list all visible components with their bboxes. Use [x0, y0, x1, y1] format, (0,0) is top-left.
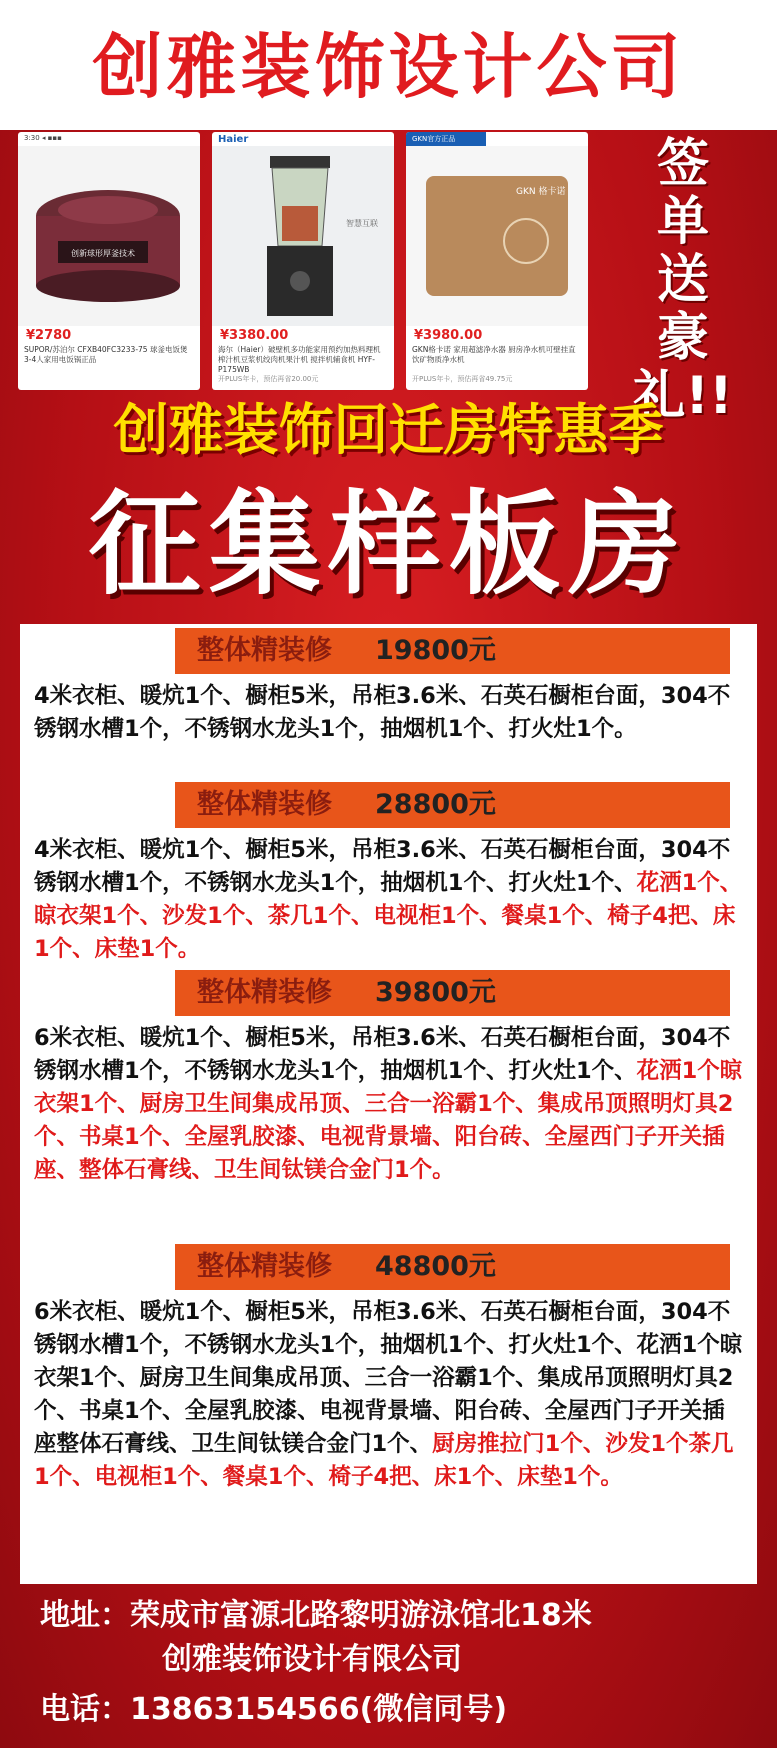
- address: 地址：荣成市富源北路黎明游泳馆北18米: [40, 1598, 592, 1633]
- package-items: 6米衣柜、暖炕1个、橱柜5米，吊柜3.6米、石英石橱柜台面，304不锈钢水槽1个，不锈钢水龙头1个，抽烟机1个、打火灶1个、: [34, 1025, 731, 1084]
- package-extra-items: 厨房推拉门1个、沙发1个茶几1个、电视柜1个、餐桌1个、椅子4把、床1个、床垫1个。: [34, 1431, 734, 1490]
- headline: 征集样板房: [88, 480, 689, 610]
- package-header: [175, 628, 730, 674]
- gift-slogan: [598, 134, 768, 426]
- company-title: 创雅装饰设计公司: [92, 26, 685, 108]
- rice-cooker-image: [18, 146, 200, 326]
- gift-line: 签: [656, 134, 709, 194]
- package-extra-items: 花洒1个晾衣架1个、厨房卫生间集成吊顶、三合一浴霸1个、集成吊顶照明灯具2个、书桌1个、全屋乳胶漆、电视背景墙、阳台砖、全屋西门子开关插座、整体石膏线、卫生间钛镁合金门1个。: [34, 1058, 743, 1183]
- product-desc: 海尔（Haier）破壁机多功能家用预约加热料理机 榨汁机豆浆机绞肉机果汁机 搅拌机辅食机 HYF-P175WB: [218, 345, 381, 374]
- package-items: 6米衣柜、暖炕1个、橱柜5米，吊柜3.6米、石英石橱柜台面，304不锈钢水槽1个，不锈钢水龙头1个，抽烟机1个、打火灶1个、花洒1个晾衣架1个、厨房卫生间集成吊顶、三合一浴霸1个、集成吊顶照明灯具2个、书桌1个、全屋乳胶漆、电视背景墙、阳台砖、全屋西门子开关插座整体石膏线、卫生间钛镁合金门1个、: [34, 1299, 743, 1457]
- brand-logo: Haier: [218, 134, 249, 145]
- package-header: [175, 970, 730, 1016]
- product-price: ¥3980.00: [414, 328, 483, 343]
- package-header: [175, 1244, 730, 1290]
- package-body: [34, 680, 744, 746]
- purifier-image: [406, 146, 588, 326]
- package-body: [34, 1296, 744, 1494]
- product-card-purifier: [406, 132, 588, 390]
- promo-title: 创雅装饰回迁房特惠季: [113, 398, 664, 462]
- package-body: [34, 1022, 744, 1187]
- product-desc: SUPOR/苏泊尔 CFXB40FC3233-75 球釜电饭煲3-4人家用电饭锅正品: [24, 345, 188, 364]
- package-items: 4米衣柜、暖炕1个、橱柜5米，吊柜3.6米、石英石橱柜台面，304不锈钢水槽1个，不锈钢水龙头1个，抽烟机1个、打火灶1个。: [34, 683, 731, 742]
- product-meta: 开PLUS年卡，预估再省20.00元: [218, 375, 319, 383]
- product-price: ¥2780: [26, 328, 72, 343]
- package-label: 整体精装修: [197, 977, 332, 1008]
- product-price: ¥3380.00: [220, 328, 289, 343]
- package-label: 整体精装修: [197, 789, 332, 820]
- package-extra-items: 花洒1个、晾衣架1个、沙发1个、茶几1个、电视柜1个、餐桌1个、椅子4把、床1个、床垫1个。: [34, 870, 743, 962]
- package-price: 28800元: [375, 789, 496, 820]
- package-label: 整体精装修: [197, 635, 332, 666]
- package-body: [34, 834, 744, 966]
- company-name: 创雅装饰设计有限公司: [162, 1642, 462, 1677]
- product-row: [18, 132, 598, 390]
- package-label: 整体精装修: [197, 1251, 332, 1282]
- package-header: [175, 782, 730, 828]
- product-label: GKN 格卡诺: [516, 187, 566, 197]
- gift-line: 礼!!: [633, 366, 733, 426]
- package-price: 48800元: [375, 1251, 496, 1282]
- product-card-blender: [212, 132, 394, 390]
- brand-logo: GKN官方正品: [406, 132, 486, 146]
- package-price: 19800元: [375, 635, 496, 666]
- product-meta: 开PLUS年卡，预估再省49.75元: [412, 375, 513, 383]
- product-desc: GKN格卡诺 家用超滤净水器 厨房净水机可壁挂直饮矿物质净水机: [412, 345, 576, 364]
- package-price: 39800元: [375, 977, 496, 1008]
- gift-line: 送: [656, 250, 709, 310]
- status-bar: 3:30 ◂ ▪▪▪: [24, 134, 62, 142]
- product-label: 智慧互联: [346, 219, 378, 228]
- blender-image: [212, 146, 394, 326]
- product-label: 创新球形厚釜技术: [71, 249, 135, 258]
- gift-line: 豪: [656, 308, 709, 368]
- gift-line: 单: [656, 192, 709, 252]
- phone: 电话：13863154566(微信同号): [40, 1692, 508, 1727]
- package-panel: [20, 624, 757, 1584]
- package-items: 4米衣柜、暖炕1个、橱柜5米，吊柜3.6米、石英石橱柜台面，304不锈钢水槽1个，不锈钢水龙头1个，抽烟机1个、打火灶1个、: [34, 837, 731, 896]
- product-card-rice-cooker: [18, 132, 200, 390]
